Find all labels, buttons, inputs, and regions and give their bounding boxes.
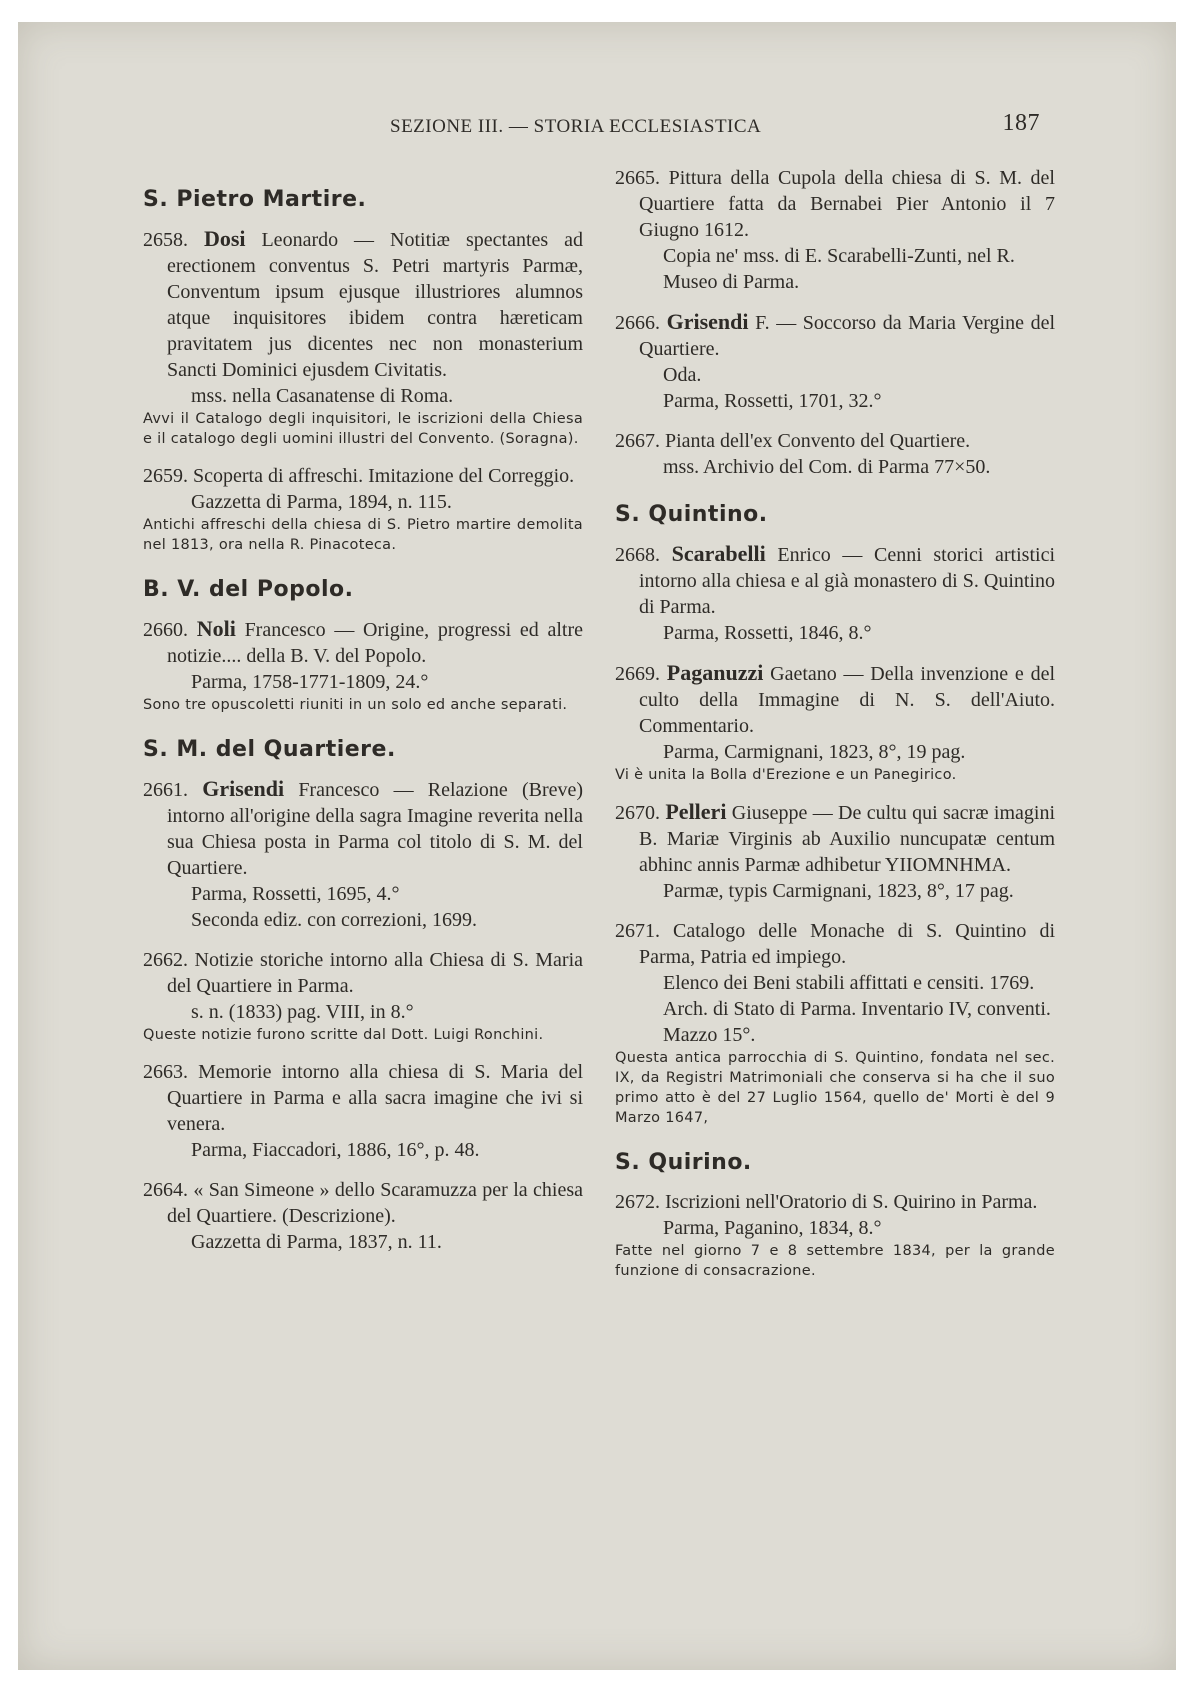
entry-publication: s. n. (1833) pag. VIII, in 8.°	[191, 1001, 414, 1023]
entry-number: 2667.	[615, 430, 660, 452]
entry-number: 2666.	[615, 312, 660, 334]
entry-2670	[615, 799, 1055, 904]
entry-author: Grisendi	[666, 309, 749, 334]
entry-publication: Parma, 1758-1771-1809, 24.°	[191, 671, 429, 693]
entry-location: Arch. di Stato di Parma. Inventario IV, conventi. Mazzo 15°.	[663, 998, 1051, 1046]
section-heading: B. V. del Popolo.	[143, 577, 354, 602]
entry-location: Copia ne' mss. di E. Scarabelli-Zunti, nel R. Museo di Parma.	[663, 245, 1015, 293]
entry-publication: Parma, Rossetti, 1701, 32.°	[663, 390, 882, 412]
entry-title: F. — Soccorso da Maria Vergine del Quartiere.	[639, 312, 1056, 360]
entry-title: Memorie intorno alla chiesa di S. Maria del Quartiere in Parma e alla sacra imagine che ivi si venera.	[167, 1061, 583, 1135]
left-column	[143, 165, 583, 1269]
entry-title: Francesco — Origine, progressi ed altre notizie.... della B. V. del Popolo.	[167, 619, 584, 667]
entry-number: 2669.	[615, 663, 660, 685]
entry-title: Pittura della Cupola della chiesa di S. M. del Quartiere fatta da Bernabei Pier Antonio il 7 Giugno 1612.	[639, 167, 1055, 241]
entry-number: 2658.	[143, 229, 188, 251]
entry-publication: Gazzetta di Parma, 1837, n. 11.	[191, 1231, 442, 1253]
entry-2658	[143, 226, 583, 449]
entry-location: mss. nella Casanatense di Roma.	[191, 385, 454, 407]
entry-detail: Elenco dei Beni stabili affittati e censiti. 1769.	[663, 972, 1035, 994]
entry-number: 2665.	[615, 167, 660, 189]
section-heading: S. Quintino.	[615, 502, 768, 527]
entry-edition: Seconda ediz. con correzioni, 1699.	[191, 909, 478, 931]
entry-number: 2670.	[615, 802, 660, 824]
right-column	[615, 165, 1055, 1295]
entry-publication: Parma, Fiaccadori, 1886, 16°, p. 48.	[191, 1139, 480, 1161]
entry-note: Avvi il Catalogo degli inquisitori, le iscrizioni della Chiesa e il catalogo degli uomini illustri del Convento. (Soragna).	[143, 411, 583, 447]
entry-title: Giuseppe — De cultu qui sacræ imagini B. Mariæ Virginis ab Auxilio nuncupatæ centum abhinc annis Parmæ adhibetur YIIOMNHMA.	[639, 802, 1055, 876]
running-header	[360, 110, 1060, 140]
entry-title: Pianta dell'ex Convento del Quartiere.	[665, 430, 971, 452]
entry-number: 2663.	[143, 1061, 188, 1083]
entry-author: Grisendi	[202, 776, 285, 801]
entry-number: 2659.	[143, 465, 188, 487]
entry-note: Sono tre opuscoletti riuniti in un solo ed anche separati.	[143, 697, 568, 713]
entry-note: Antichi affreschi della chiesa di S. Pietro martire demolita nel 1813, ora nella R. Pinacoteca.	[143, 517, 583, 553]
entry-location: mss. Archivio del Com. di Parma 77×50.	[663, 456, 991, 478]
entry-publication: Parma, Paganino, 1834, 8.°	[663, 1217, 882, 1239]
entry-title: Notizie storiche intorno alla Chiesa di S. Maria del Quartiere in Parma.	[167, 949, 584, 997]
entry-number: 2664.	[143, 1179, 188, 1201]
entry-note: Vi è unita la Bolla d'Erezione e un Panegirico.	[615, 767, 957, 783]
entry-author: Pelleri	[665, 799, 727, 824]
entry-title: Francesco — Relazione (Breve) intorno all'origine della sagra Imagine reverita nella sua Chiesa posta in Parma col titolo di S. M. del Quartiere.	[167, 779, 584, 879]
entry-number: 2662.	[143, 949, 188, 971]
entry-author: Dosi	[203, 226, 246, 251]
entry-note: Questa antica parrocchia di S. Quintino, fondata nel sec. IX, da Registri Matrimoniali che conserva si ha che il suo primo atto è del 27 Luglio 1564, quello de' Morti è del 9 Marzo 1647,	[615, 1050, 1055, 1126]
entry-2666	[615, 309, 1055, 414]
entry-title: Scoperta di affreschi. Imitazione del Correggio.	[193, 465, 575, 487]
entry-publication: Parma, Rossetti, 1846, 8.°	[663, 622, 872, 644]
entry-author: Paganuzzi	[666, 660, 764, 685]
page-number: 187	[1002, 110, 1040, 136]
section-heading: S. Pietro Martire.	[143, 187, 367, 212]
entry-2660	[143, 616, 583, 715]
entry-title: Gaetano — Della invenzione e del culto della Immagine di N. S. dell'Aiuto. Commentario.	[639, 663, 1056, 737]
entry-author: Scarabelli	[671, 541, 766, 566]
entry-2661	[143, 776, 583, 933]
entry-title: Leonardo — Notitiæ spectantes ad erectionem conventus S. Petri martyris Parmæ, Conventum ipsum ejusque illustriores alumnos atque inquisitores ibidem contra hæreticam pravitatem jus dicentes nec non monasterium Sancti Dominici ejusdem Civitatis.	[167, 229, 583, 381]
section-heading: S. Quirino.	[615, 1150, 752, 1175]
entry-title: « San Simeone » dello Scaramuzza per la chiesa del Quartiere. (Descrizione).	[167, 1179, 583, 1227]
entry-number: 2668.	[615, 544, 660, 566]
entry-2669	[615, 660, 1055, 785]
entry-title: Iscrizioni nell'Oratorio di S. Quirino in Parma.	[665, 1191, 1038, 1213]
section-heading: S. M. del Quartiere.	[143, 737, 396, 762]
entry-title: Catalogo delle Monache di S. Quintino di Parma, Patria ed impiego.	[639, 920, 1056, 968]
entry-2662	[143, 947, 583, 1045]
entry-author: Noli	[196, 616, 236, 641]
entry-2667	[615, 428, 1055, 480]
entry-2663	[143, 1059, 583, 1163]
entry-form: Oda.	[663, 364, 702, 386]
entry-2671	[615, 918, 1055, 1128]
entry-title: Enrico — Cenni storici artistici intorno alla chiesa e al già monastero di S. Quintino di Parma.	[639, 544, 1055, 618]
entry-2672	[615, 1189, 1055, 1281]
entry-number: 2661.	[143, 779, 188, 801]
entry-number: 2672.	[615, 1191, 660, 1213]
entry-publication: Parma, Rossetti, 1695, 4.°	[191, 883, 400, 905]
section-title: SEZIONE III. — STORIA ECCLESIASTICA	[390, 116, 762, 137]
entry-publication: Gazzetta di Parma, 1894, n. 115.	[191, 491, 452, 513]
entry-number: 2671.	[615, 920, 660, 942]
entry-2664	[143, 1177, 583, 1255]
entry-2665	[615, 165, 1055, 295]
entry-note: Fatte nel giorno 7 e 8 settembre 1834, per la grande funzione di consacrazione.	[615, 1243, 1055, 1279]
entry-number: 2660.	[143, 619, 188, 641]
entry-publication: Parma, Carmignani, 1823, 8°, 19 pag.	[663, 741, 966, 763]
entry-2659	[143, 463, 583, 555]
entry-2668	[615, 541, 1055, 646]
entry-publication: Parmæ, typis Carmignani, 1823, 8°, 17 pag.	[663, 880, 1014, 902]
entry-note: Queste notizie furono scritte dal Dott. Luigi Ronchini.	[143, 1027, 544, 1043]
